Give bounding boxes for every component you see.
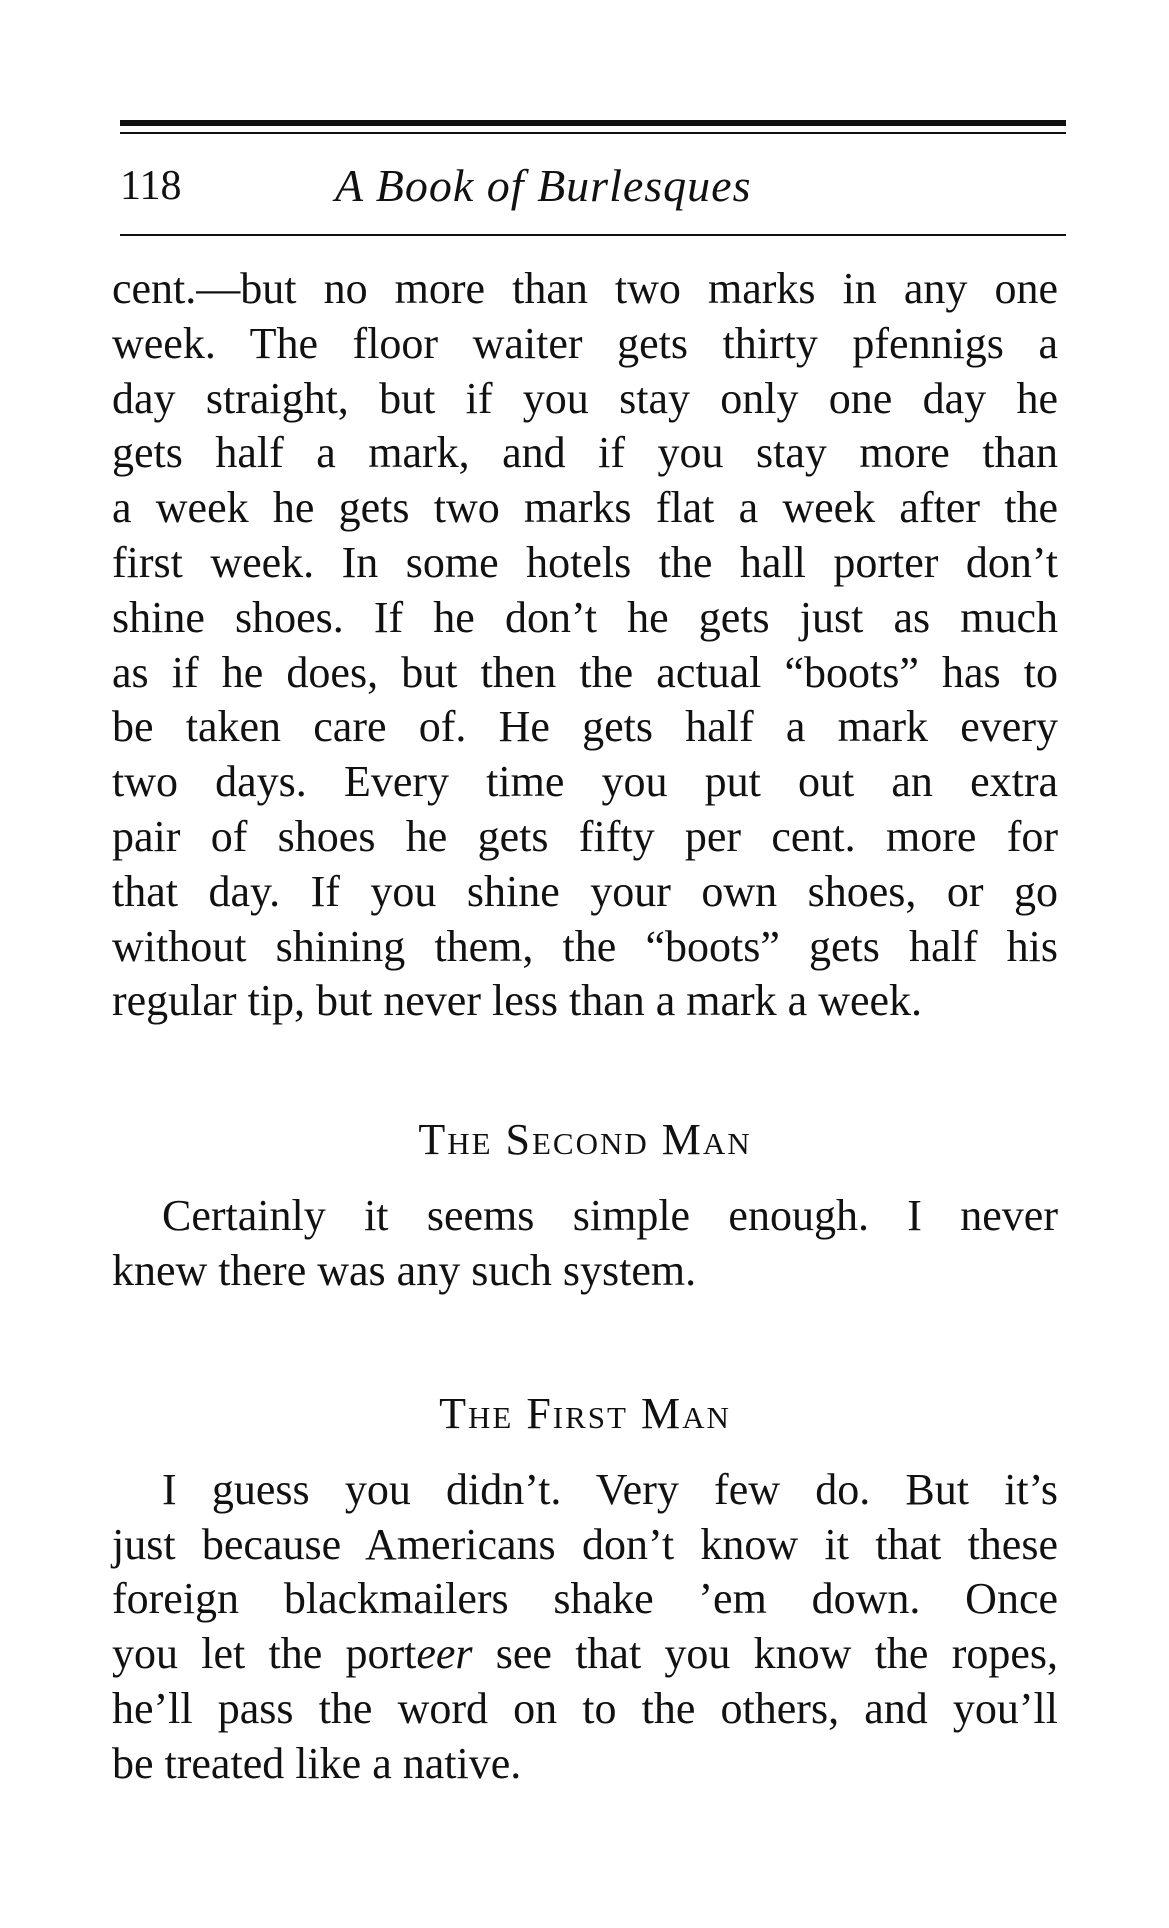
- text-line: knew there was any such system.: [112, 1245, 697, 1295]
- text-line: a week he gets two marks flat a week after the: [112, 483, 1058, 533]
- speaker-heading-second-man: The Second Man: [418, 1115, 752, 1165]
- text-line: cent.—but no more than two marks in any one: [112, 264, 1058, 313]
- text-line: as if he does, but then the actual “boots” has to: [112, 647, 1058, 697]
- text-line: shine shoes. If he don’t he gets just as much: [112, 592, 1058, 642]
- text-line: week. The floor waiter gets thirty pfennigs a: [112, 318, 1058, 368]
- text-line-with-italic: [112, 1627, 1058, 1682]
- text-line: just because Americans don’t know it that these: [112, 1519, 1058, 1569]
- header-rule-bottom: [120, 234, 1066, 236]
- text-line: pair of shoes he gets fifty per cent. more for: [112, 811, 1058, 861]
- text-fragment: you let the port: [112, 1629, 417, 1679]
- text-fragment: see that you know the ropes,: [472, 1629, 1058, 1679]
- text-line: day straight, but if you stay only one day he: [112, 373, 1058, 423]
- text-line: regular tip, but never less than a mark a week.: [112, 976, 923, 1026]
- body-text: [112, 262, 1058, 1792]
- page-number: 118: [120, 163, 182, 209]
- text-line: I guess you didn’t. Very few do. But it’s: [162, 1464, 1058, 1514]
- text-line: Certainly it seems simple enough. I never: [162, 1191, 1058, 1241]
- text-line: be treated like a native.: [112, 1738, 522, 1788]
- text-line: first week. In some hotels the hall porter don’t: [112, 537, 1058, 587]
- text-line: he’ll pass the word on to the others, and you’ll: [112, 1683, 1058, 1733]
- paragraph-3: [112, 1463, 1058, 1792]
- running-title: A Book of Burlesques: [335, 160, 752, 211]
- text-line: that day. If you shine your own shoes, or go: [112, 866, 1058, 916]
- paragraph-1: [112, 262, 1058, 1029]
- text-line: without shining them, the “boots” gets half his: [112, 921, 1058, 971]
- text-line: be taken care of. He gets half a mark every: [112, 702, 1058, 752]
- paragraph-2: [112, 1189, 1058, 1299]
- text-line: two days. Every time you put out an extra: [112, 757, 1058, 807]
- running-head: [120, 158, 1066, 218]
- text-line: foreign blackmailers shake ’em down. Once: [112, 1574, 1058, 1624]
- header-rule-thick: [120, 120, 1066, 126]
- header-rule-thin: [120, 132, 1066, 134]
- speaker-heading-first-man: The First Man: [439, 1388, 731, 1438]
- italic-fragment: eer: [416, 1629, 473, 1679]
- text-line: gets half a mark, and if you stay more than: [112, 428, 1058, 478]
